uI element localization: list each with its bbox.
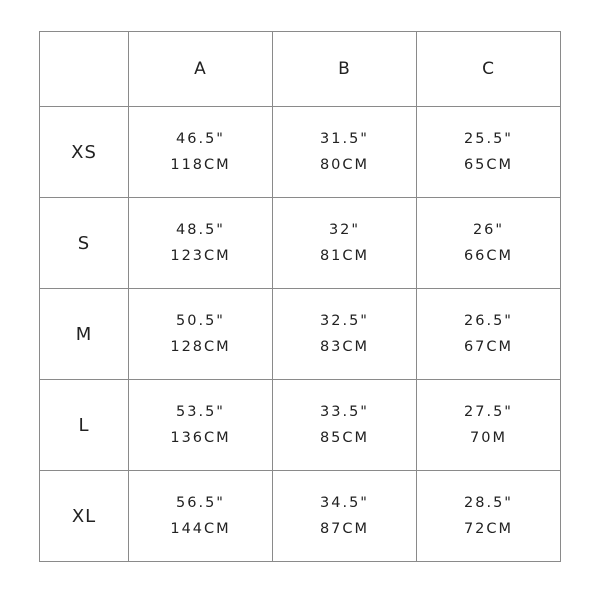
cm-value: 67CM (463, 339, 514, 355)
inch-value: 32.5" (320, 313, 369, 329)
cm-value: 136CM (170, 430, 231, 446)
table-cell (129, 198, 273, 289)
table-cell (129, 471, 273, 562)
cm-value: 128CM (170, 339, 231, 355)
inch-value: 33.5" (320, 404, 369, 420)
cm-value: 87CM (319, 521, 370, 537)
cm-value: 80CM (319, 157, 370, 173)
size-label-xl: XL (40, 471, 129, 562)
inch-value: 34.5" (320, 495, 369, 511)
cm-value: 81CM (319, 248, 370, 264)
table-cell (129, 289, 273, 380)
cm-value: 144CM (170, 521, 231, 537)
table-cell (417, 198, 561, 289)
size-label-s: S (40, 198, 129, 289)
inch-value: 53.5" (176, 404, 225, 420)
inch-value: 25.5" (464, 131, 513, 147)
inch-value: 50.5" (176, 313, 225, 329)
inch-value: 56.5" (176, 495, 225, 511)
table-row-l (40, 380, 561, 471)
table-cell (273, 198, 417, 289)
column-header-a: A (129, 32, 273, 107)
table-cell (417, 289, 561, 380)
inch-value: 31.5" (320, 131, 369, 147)
cm-value: 65CM (463, 157, 514, 173)
cm-value: 72CM (463, 521, 514, 537)
size-label-m: M (40, 289, 129, 380)
table-cell (129, 107, 273, 198)
inch-value: 26.5" (464, 313, 513, 329)
table-cell (273, 289, 417, 380)
cm-value: 85CM (319, 430, 370, 446)
inch-value: 26" (472, 222, 505, 238)
size-label-l: L (40, 380, 129, 471)
inch-value: 48.5" (176, 222, 225, 238)
table-row-xs (40, 107, 561, 198)
column-header-c: C (417, 32, 561, 107)
column-header-b: B (273, 32, 417, 107)
inch-value: 46.5" (176, 131, 225, 147)
table-cell (129, 380, 273, 471)
table-cell (417, 107, 561, 198)
header-row (40, 32, 561, 107)
table-cell (417, 380, 561, 471)
table-cell (417, 471, 561, 562)
table-row-s (40, 198, 561, 289)
inch-value: 32" (328, 222, 361, 238)
size-label-xs: XS (40, 107, 129, 198)
table-row-xl (40, 471, 561, 562)
corner-cell (40, 32, 129, 107)
table-cell (273, 471, 417, 562)
table-cell (273, 380, 417, 471)
inch-value: 28.5" (464, 495, 513, 511)
cm-value: 118CM (170, 157, 231, 173)
cm-value: 83CM (319, 339, 370, 355)
cm-value: 66CM (463, 248, 514, 264)
size-chart-table (39, 31, 561, 562)
cm-value: 70M (470, 430, 507, 446)
table-row-m (40, 289, 561, 380)
inch-value: 27.5" (464, 404, 513, 420)
cm-value: 123CM (170, 248, 231, 264)
table-cell (273, 107, 417, 198)
